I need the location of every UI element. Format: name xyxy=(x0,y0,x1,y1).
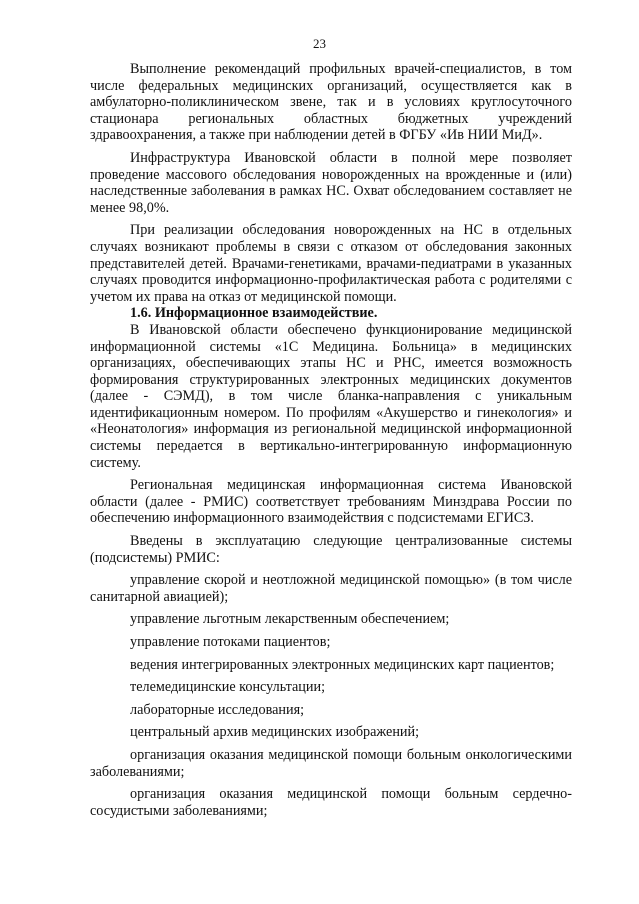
list-item: управление скорой и неотложной медицинской помощью» (в том числе санитарной авиацией); xyxy=(90,572,572,605)
list-item: управление льготным лекарственным обеспечением; xyxy=(130,611,450,628)
list-item: организация оказания медицинской помощи больным сердечно-сосудистыми заболеваниями; xyxy=(90,786,572,819)
paragraph-rmis: Региональная медицинская информационная система Ивановской области (далее - РМИС) соответствует требованиям Минздрава России по обеспечению информационного взаимодействия с подсистемами ЕГИСЗ. xyxy=(90,477,572,527)
paragraph-recommendations: Выполнение рекомендаций профильных врачей-специалистов, в том числе федеральных медицинских организаций, осуществляется как в амбулаторно-поликлиническом звене, так и в условиях круглосуточного стационара региональных областных бюджетных учреждений здравоохранения, а также при наблюдении детей в ФГБУ «Ив НИИ МиД». xyxy=(90,61,572,144)
list-item: телемедицинские консультации; xyxy=(130,679,326,696)
paragraph-infrastructure: Инфраструктура Ивановской области в полной мере позволяет проведение массового обследования новорожденных на врожденные и (или) наследственные заболевания в рамках НС. Охват обследованием составляет не менее 98,0%. xyxy=(90,149,572,216)
list-item: лабораторные исследования; xyxy=(130,701,305,718)
section-heading: 1.6. Информационное взаимодействие. xyxy=(130,305,378,322)
list-item: ведения интегрированных электронных медицинских карт пациентов; xyxy=(130,656,555,673)
page-number: 23 xyxy=(313,36,326,51)
paragraph-medical-information-system: В Ивановской области обеспечено функционирование медицинской информационной системы «1С Медицина. Больница» в медицинских организациях, обеспечивающих этапы НС и РНС, имеется возможность формирования структурированных электронных медицинских документов (далее - СЭМД), в том числе бланка-направления с уникальным идентификационным номером. По профилям «Акушерство и гинекология» и «Неонатология» информация из региональной медицинской информационной системы передается в вертикально-интегрированную информационную систему. xyxy=(90,321,572,471)
paragraph-systems-intro: Введены в эксплуатацию следующие централизованные системы (подсистемы) РМИС: xyxy=(90,533,572,566)
document-body xyxy=(90,61,572,819)
list-item: организация оказания медицинской помощи больным онкологическими заболеваниями; xyxy=(90,746,572,780)
list-item: центральный архив медицинских изображений; xyxy=(130,724,420,741)
list-item: управление потоками пациентов; xyxy=(130,634,331,650)
paragraph-refusal-problems: При реализации обследования новорожденных на НС в отдельных случаях возникают проблемы в связи с отказом от обследования законных представителей детей. Врачами-генетиками, врачами-педиатрами в указанных случаях проводится информационно-профилактическая работа с родителями с учетом их права на отказ от медицинской помощи. xyxy=(90,222,572,305)
